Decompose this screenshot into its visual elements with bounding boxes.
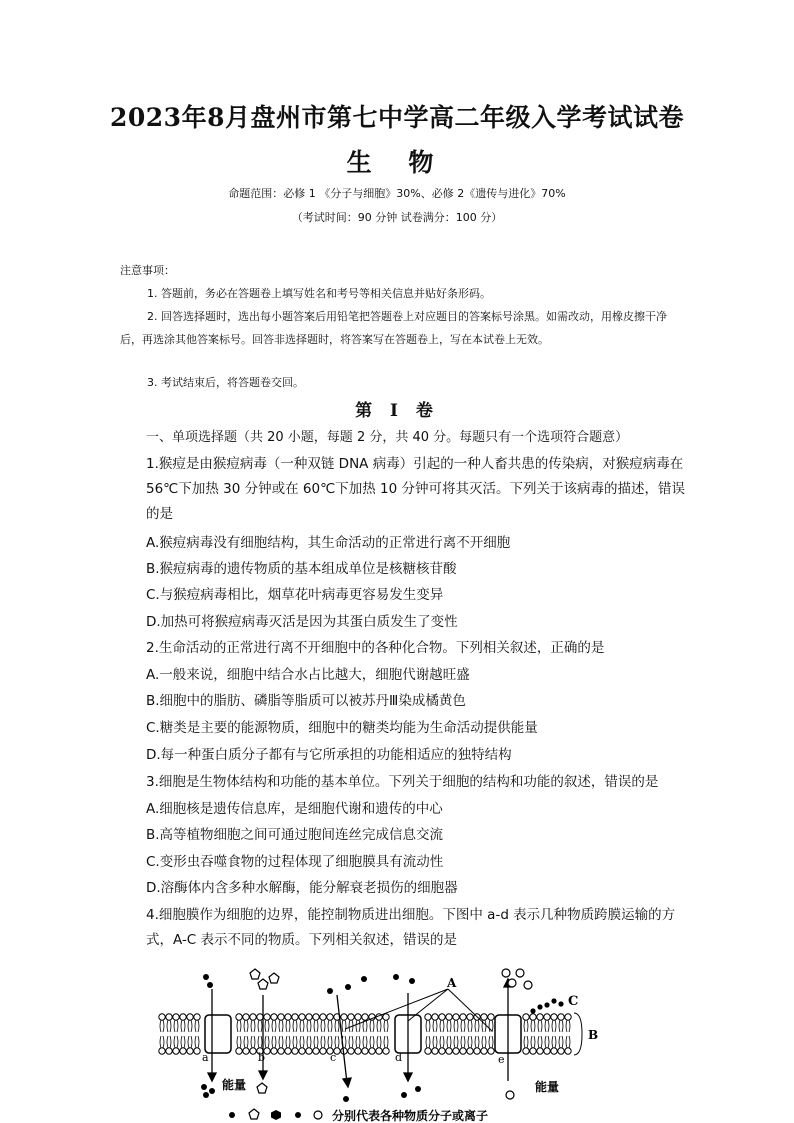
question-1-option-d: D.加热可将猴痘病毒灭活是因为其蛋白质发生了变性 [146,614,458,630]
label-a: a [202,1051,209,1064]
legend-dot [295,1112,301,1118]
exam-timing: （考试时间：90 分钟 试卷满分：100 分） [291,211,503,224]
question-2-option-d: D.每一种蛋白质分子都有与它所承担的功能相适应的独特结构 [146,747,512,763]
legend-hexagon [271,1110,281,1120]
question-1-option-b: B.猴痘病毒的遗传物质的基本组成单位是核糖核苷酸 [146,561,457,577]
question-2-option-a: A.一般来说，细胞中结合水占比越大，细胞代谢越旺盛 [146,667,470,683]
notice-heading: 注意事项： [120,264,175,277]
figure-legend-text: 分别代表各种物质分子或离子 [332,1109,489,1123]
question-3-option-a: A.细胞核是遗传信息库，是细胞代谢和遗传的中心 [146,801,443,817]
notice-item-3: 3. 考试结束后，将答题卷交回。 [147,376,304,389]
question-2-option-c: C.糖类是主要的能源物质，细胞中的糖类均能为生命活动提供能量 [146,720,538,736]
pentagons-above [250,969,279,989]
label-d: d [395,1051,403,1064]
section-heading: 一、单项选择题（共 20 小题，每题 2 分，共 40 分。每题只有一个选项符合题意） [146,430,629,445]
exam-title: 2023年8月盘州市第七中学高二年级入学考试试卷 [110,103,684,132]
question-3-option-b: B.高等植物细胞之间可通过胞间连丝完成信息交流 [146,827,444,843]
label-A: A [447,976,457,990]
question-3-option-d: D.溶酶体内含多种水解酶，能分解衰老损伤的细胞器 [146,880,458,896]
protein-a [205,1015,231,1053]
transport-arrows [208,979,512,1087]
membrane-transport-figure [150,965,630,1123]
pentagons-below [257,1083,267,1093]
energy-label-right: 能量 [535,1080,560,1094]
label-c: c [330,1051,337,1064]
notice-item-1: 1. 答题前，务必在答题卷上填写姓名和考号等相关信息并贴好条形码。 [147,287,491,300]
exam-subject: 生 物 [346,148,448,177]
molecules-above [203,974,415,994]
substance-c-chain [530,998,563,1013]
label-b: b [258,1051,266,1064]
question-1-option-c: C.与猴痘病毒相比，烟草花叶病毒更容易发生变异 [146,587,444,603]
question-3-stem: 3.细胞是生物体结构和功能的基本单位。下列关于细胞的结构和功能的叙述，错误的是 [146,774,659,790]
open-circles-below [506,1091,514,1099]
figure-legend-symbols [229,1109,322,1120]
exam-scope: 命题范围：必修 1 《分子与细胞》30%、必修 2《遗传与进化》70% [228,187,566,200]
question-3-option-c: C.变形虫吞噬食物的过程体现了细胞膜具有流动性 [146,854,444,870]
volume-heading: 第 Ⅰ 卷 [355,401,439,421]
notice-item-2: 2. 回答选择题时，选出每小题答案后用铅笔把答题卷上对应题目的答案标号涂黑。如需改动，用橡皮擦干净后，再选涂其他答案标号。回答非选择题时，将答案写在答题卷上，写在本试卷上无效。 [120,310,667,346]
label-C: C [568,994,579,1009]
question-1-stem: 1.猴痘是由猴痘病毒（一种双链 DNA 病毒）引起的一种人畜共患的传染病，对猴痘病毒在 56℃下加热 30 分钟或在 60℃下加热 10 分钟可将其灭活。下列关于该病毒的描述，错误的是 [146,456,685,522]
question-4-stem: 4.细胞膜作为细胞的边界，能控制物质进出细胞。下图中 a-d 表示几种物质跨膜运输的方式，A-C 表示不同的物质。下列相关叙述，错误的是 [146,907,676,948]
legend-open-circle [314,1111,322,1119]
energy-label-left: 能量 [222,1078,247,1092]
question-2-option-b: B.细胞中的脂肪、磷脂等脂质可以被苏丹Ⅲ染成橘黄色 [146,693,466,709]
question-1-option-a: A.猴痘病毒没有细胞结构，其生命活动的正常进行离不开细胞 [146,535,511,551]
legend-black-dot [229,1112,235,1118]
label-B: B [588,1028,599,1042]
question-2-stem: 2.生命活动的正常进行离不开细胞中的各种化合物。下列相关叙述，正确的是 [146,640,605,656]
legend-pentagon [249,1109,259,1119]
label-e: e [498,1053,505,1066]
